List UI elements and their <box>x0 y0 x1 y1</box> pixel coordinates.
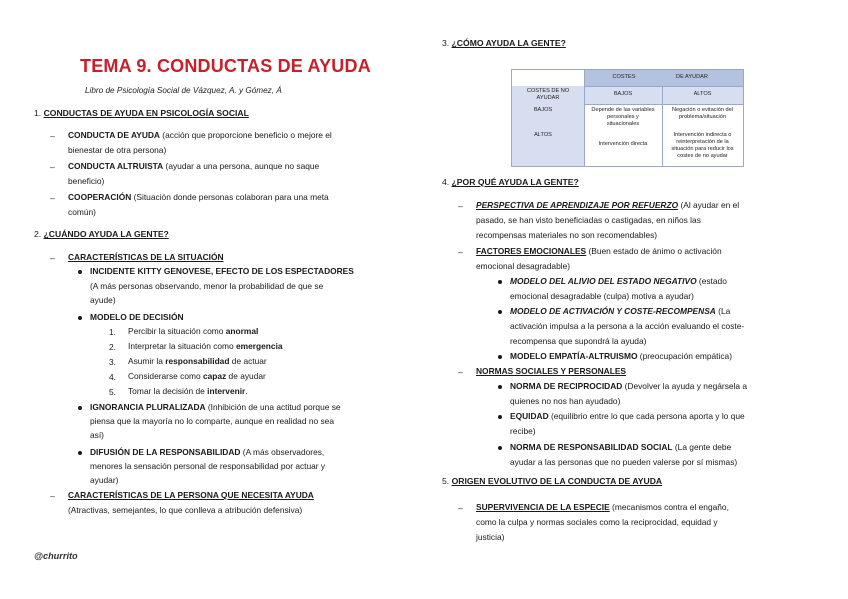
subtitle: Libro de Psicología Social de Vázquez, A. y Gómez, Á <box>85 86 282 95</box>
list-item-cont: recompensa que supondrá la ayuda) <box>510 336 647 346</box>
section-3-heading: 3. ¿CÓMO AYUDA LA GENTE? <box>442 38 566 48</box>
list-item-cont: ayude) <box>90 295 116 305</box>
bullet-dot <box>78 451 82 455</box>
subsection-title: CARACTERÍSTICAS DE LA PERSONA QUE NECESITA AYUDA <box>68 490 314 500</box>
step-number: 5. <box>109 387 116 397</box>
list-item-cont: emocional desagradable (culpa) motiva a ayudar) <box>510 291 694 301</box>
table-header-no-ayudar: COSTES DE NO AYUDAR <box>526 88 570 101</box>
bullet-dot <box>78 316 82 320</box>
dash-bullet: – <box>458 247 463 257</box>
list-item-cont: como la culpa y normas sociales como la reciprocidad, equidad y <box>476 517 718 527</box>
list-item-cont: así) <box>90 430 104 440</box>
section-4-heading: 4. ¿POR QUÉ AYUDA LA GENTE? <box>442 177 579 187</box>
author-signature: @churrito <box>34 551 78 561</box>
table-header-de-ayudar: DE AYUDAR <box>676 74 708 80</box>
list-item: MODELO DE ACTIVACIÓN Y COSTE-RECOMPENSA (La <box>510 306 731 316</box>
bullet-dot <box>498 415 502 419</box>
list-item: NORMA DE RESPONSABILIDAD SOCIAL (La gente debe <box>510 442 732 452</box>
dash-bullet: – <box>50 162 55 172</box>
list-item: EQUIDAD (equilibrio entre lo que cada persona aporta y lo que <box>510 411 745 421</box>
step-item: Considerarse como capaz de ayudar <box>128 371 266 381</box>
table-cell: Depende de las variables personales y situacionales <box>591 107 655 127</box>
list-item: MODELO EMPATÍA-ALTRUISMO (preocupación empática) <box>510 351 732 361</box>
list-item-cont: justicia) <box>476 532 505 542</box>
dash-bullet: – <box>50 253 55 263</box>
list-item-cont: beneficio) <box>68 176 105 186</box>
list-item-cont: recompensas materiales no son recomendables) <box>476 230 658 240</box>
bullet-dot <box>498 446 502 450</box>
dash-bullet: – <box>458 503 463 513</box>
step-item: Tomar la decisión de intervenir. <box>128 386 248 396</box>
list-item: MODELO DE DECISIÓN <box>90 312 184 322</box>
list-item-cont: recibe) <box>510 426 536 436</box>
table-divider <box>584 70 585 166</box>
step-number: 3. <box>109 357 116 367</box>
table-cell: Intervención indirecta o reinterpretación de la situación para reducir los costes de no ayudar <box>671 132 734 159</box>
step-item: Asumir la responsabilidad de actuar <box>128 356 267 366</box>
col-label-altos: ALTOS <box>693 91 712 97</box>
bullet-dot <box>78 406 82 410</box>
section-number: 1. <box>34 108 42 118</box>
dash-bullet: – <box>50 491 55 501</box>
list-item-cont: bienestar de otra persona) <box>68 145 167 155</box>
table-header-costes: COSTES <box>612 74 636 80</box>
list-item-cont: común) <box>68 207 96 217</box>
list-item-cont: menores la sensación personal de responsabilidad por actuar y <box>90 461 326 471</box>
list-item-cont: ayudar a las personas que no pueden valerse por sí mismas) <box>510 457 738 467</box>
table-cell: Intervención directa <box>598 141 648 147</box>
list-item-cont: ayudar) <box>90 475 119 485</box>
col-label-bajos: BAJOS <box>613 91 633 97</box>
table-divider <box>662 86 663 166</box>
bullet-dot <box>78 270 82 274</box>
list-item-cont: activación impulsa a la persona a la acción evaluando el coste- <box>510 321 745 331</box>
dash-bullet: – <box>458 201 463 211</box>
list-item: CONDUCTA DE AYUDA (acción que proporcione beneficio o mejore el <box>68 130 332 140</box>
subsection-title: NORMAS SOCIALES Y PERSONALES <box>476 366 627 376</box>
section-2-heading: 2. ¿CUÁNDO AYUDA LA GENTE? <box>34 229 169 239</box>
list-item-cont: emocional desagradable) <box>476 261 571 271</box>
step-item: Percibir la situación como anormal <box>128 326 259 336</box>
row-label-altos: ALTOS <box>534 132 552 138</box>
section-title: CONDUCTAS DE AYUDA EN PSICOLOGÍA SOCIAL <box>43 108 249 118</box>
list-item-cont: quienes no nos han ayudado) <box>510 396 621 406</box>
dash-bullet: – <box>458 367 463 377</box>
list-item: NORMA DE RECIPROCIDAD (Devolver la ayuda y negársela a <box>510 381 748 391</box>
costs-table <box>511 69 744 167</box>
row-label-bajos: BAJOS <box>533 107 553 113</box>
table-cell: Negación o evitación del problema/situación <box>672 107 733 120</box>
bullet-dot <box>498 280 502 284</box>
step-item: Interpretar la situación como emergencia <box>128 341 283 351</box>
list-item: PERSPECTIVA DE APRENDIZAJE POR REFUERZO (Al ayudar en el <box>476 200 740 210</box>
list-item: DIFUSIÓN DE LA RESPONSABILIDAD (A más observadores, <box>90 447 325 457</box>
list-item: FACTORES EMOCIONALES (Buen estado de ánimo o activación <box>476 246 722 256</box>
list-item: SUPERVIVENCIA DE LA ESPECIE (mecanismos contra el engaño, <box>476 502 729 512</box>
list-item: IGNORANCIA PLURALIZADA (Inhibición de una actitud porque se <box>90 402 341 412</box>
list-item: CONDUCTA ALTRUISTA (ayudar a una persona, aunque no saque <box>68 161 320 171</box>
table-divider <box>584 86 743 87</box>
list-item-cont: pasado, se han visto beneficiadas o castigadas, en niños las <box>476 215 701 225</box>
step-number: 4. <box>109 372 116 382</box>
list-item: INCIDENTE KITTY GENOVESE, EFECTO DE LOS ESPECTADORES <box>90 266 354 276</box>
page-title: TEMA 9. CONDUCTAS DE AYUDA <box>80 56 371 76</box>
dash-bullet: – <box>50 131 55 141</box>
list-item-cont: (A más personas observando, menor la probabilidad de que se <box>90 281 324 291</box>
list-item-cont: (Atractivas, semejantes, lo que conlleva a atribución defensiva) <box>68 505 303 515</box>
bullet-dot <box>498 385 502 389</box>
list-item: COOPERACIÓN (Situación donde personas colaboran para una meta <box>68 192 329 202</box>
bullet-dot <box>498 310 502 314</box>
step-number: 1. <box>109 327 116 337</box>
section-1-heading <box>34 108 249 118</box>
bullet-dot <box>498 355 502 359</box>
table-divider <box>584 104 743 105</box>
subsection-title: CARACTERÍSTICAS DE LA SITUACIÓN <box>68 252 224 262</box>
section-5-heading: 5. ORIGEN EVOLUTIVO DE LA CONDUCTA DE AYUDA <box>442 476 663 486</box>
list-item-cont: piensa que la mayoría no lo comparte, aunque en realidad no sea <box>90 416 334 426</box>
dash-bullet: – <box>50 193 55 203</box>
list-item: MODELO DEL ALIVIO DEL ESTADO NEGATIVO (estado <box>510 276 727 286</box>
step-number: 2. <box>109 342 116 352</box>
